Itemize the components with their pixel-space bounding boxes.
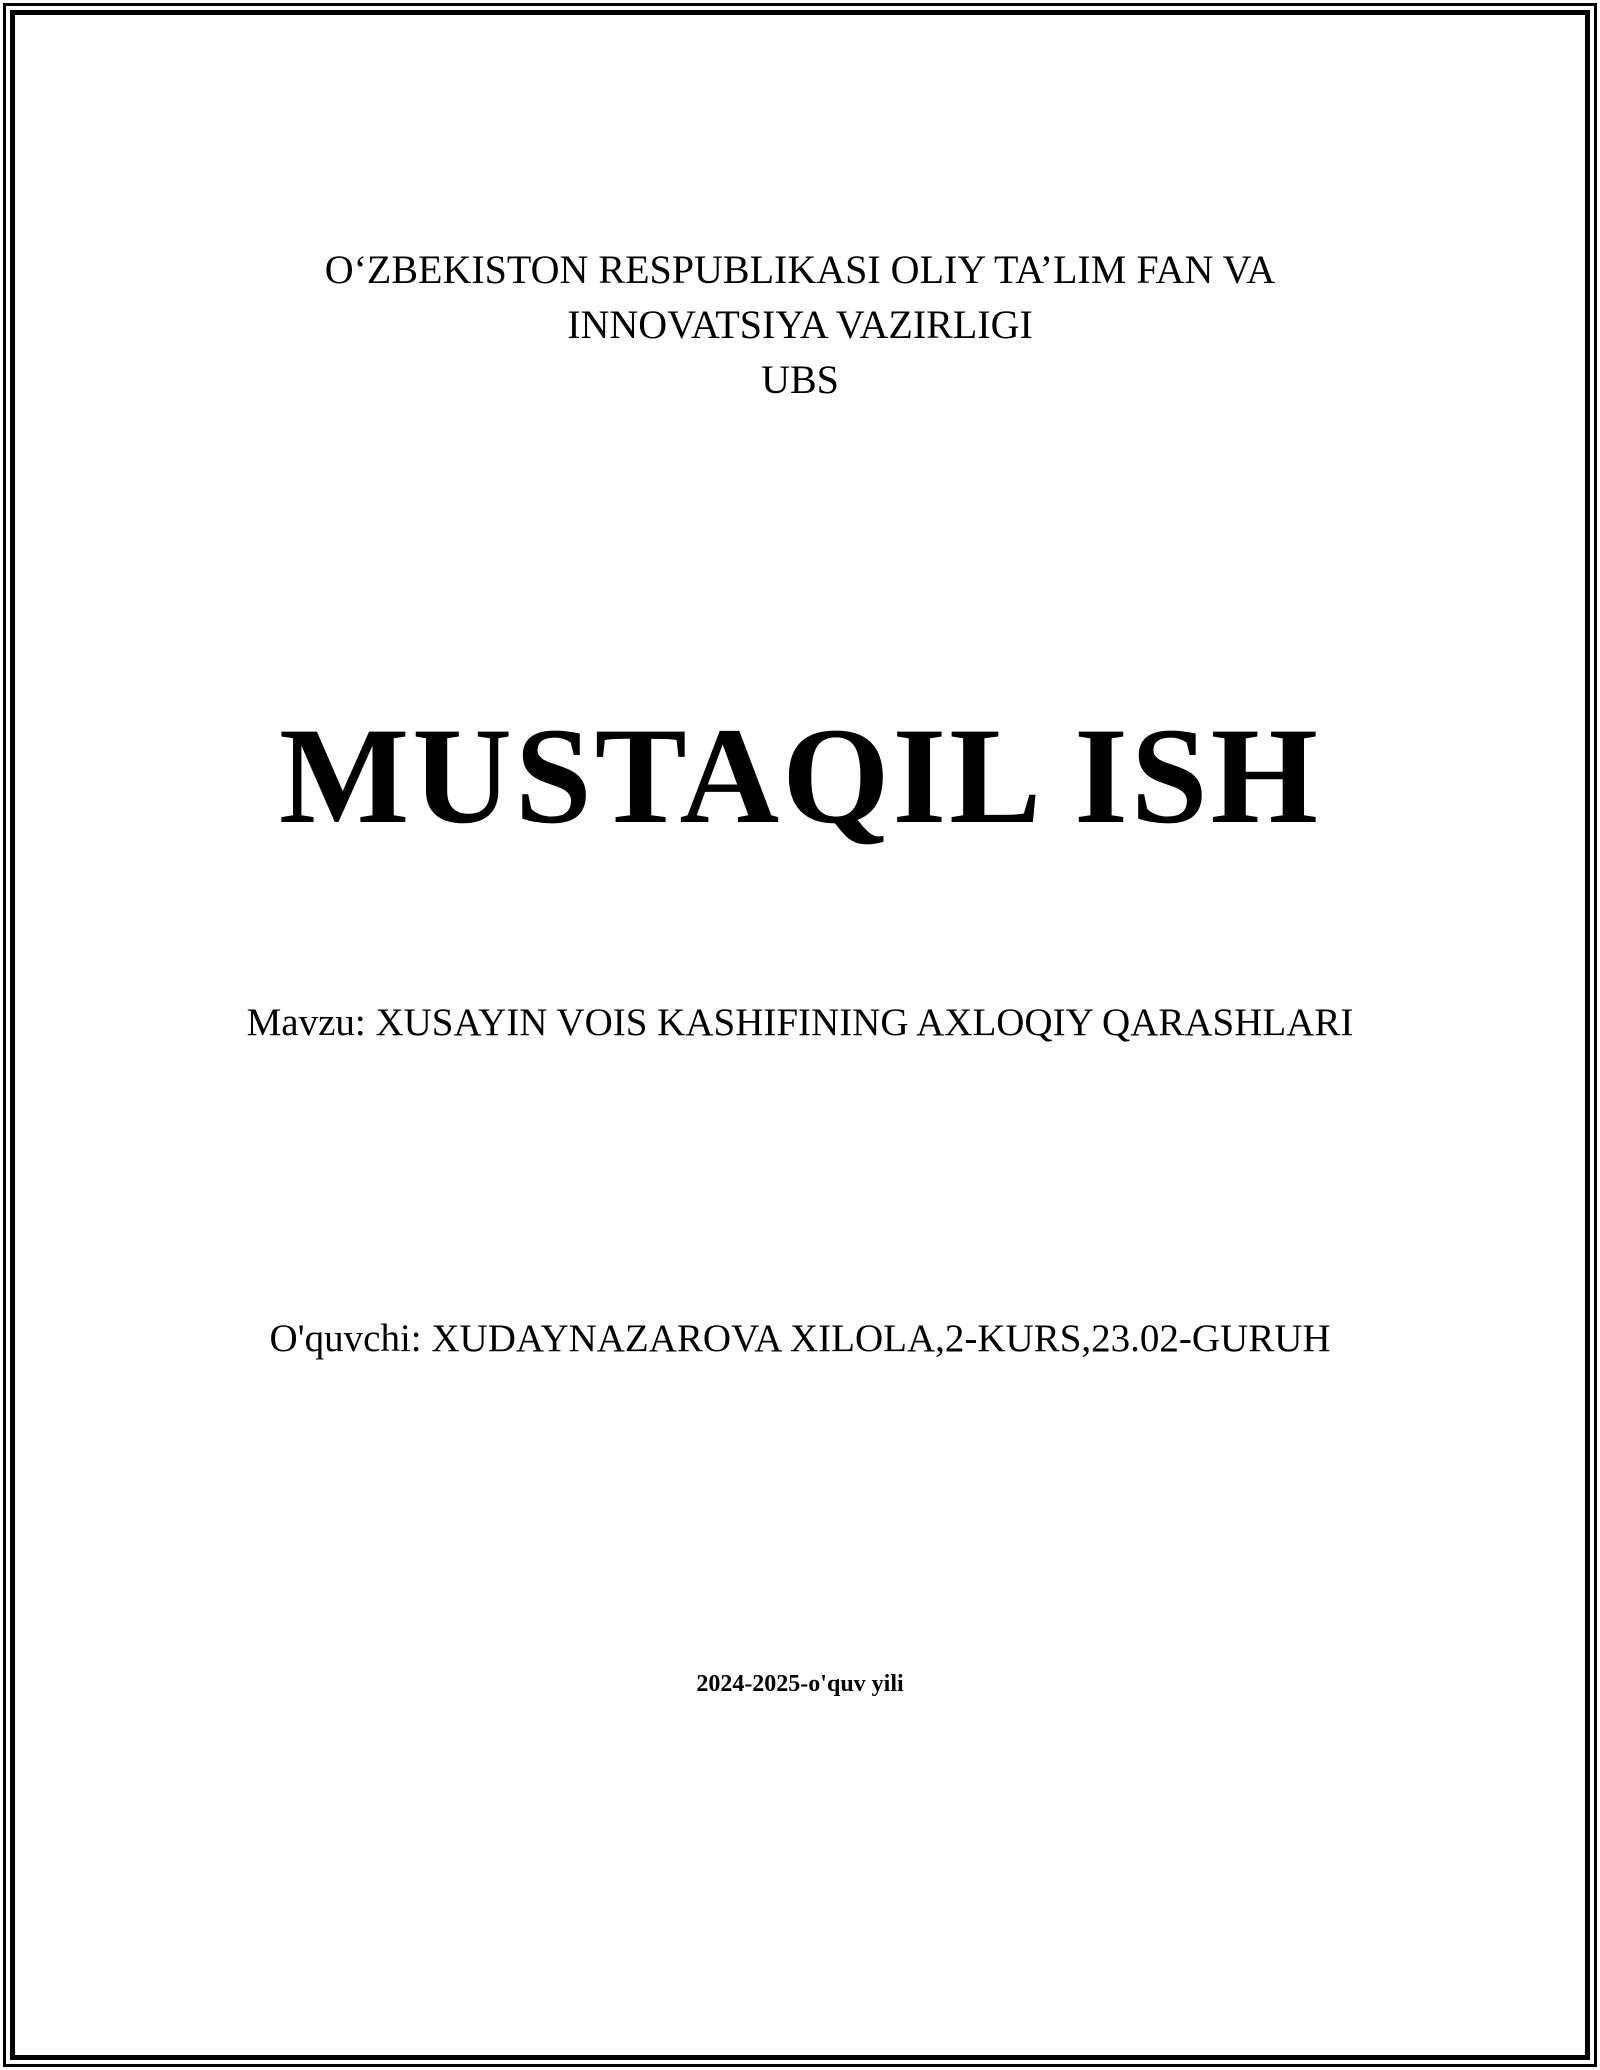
ministry-header-line-1: O‘ZBEKISTON RESPUBLIKASI OLIY TA’LIM FAN VA — [324, 247, 1276, 292]
ministry-header-line-2: INNOVATSIYA VAZIRLIGI — [567, 302, 1033, 347]
ministry-header — [0, 242, 1600, 407]
topic-line: Mavzu: XUSAYIN VOIS KASHIFINING AXLOQIY QARASHLARI — [246, 1001, 1354, 1044]
main-title: MUSTAQIL ISH — [279, 699, 1321, 852]
ministry-header-line-3: UBS — [761, 357, 839, 402]
student-line: O'quvchi: XUDAYNAZAROVA XILOLA,2-KURS,23.02-GURUH — [269, 1317, 1331, 1360]
academic-year: 2024-2025-o'quv yili — [696, 1671, 904, 1697]
